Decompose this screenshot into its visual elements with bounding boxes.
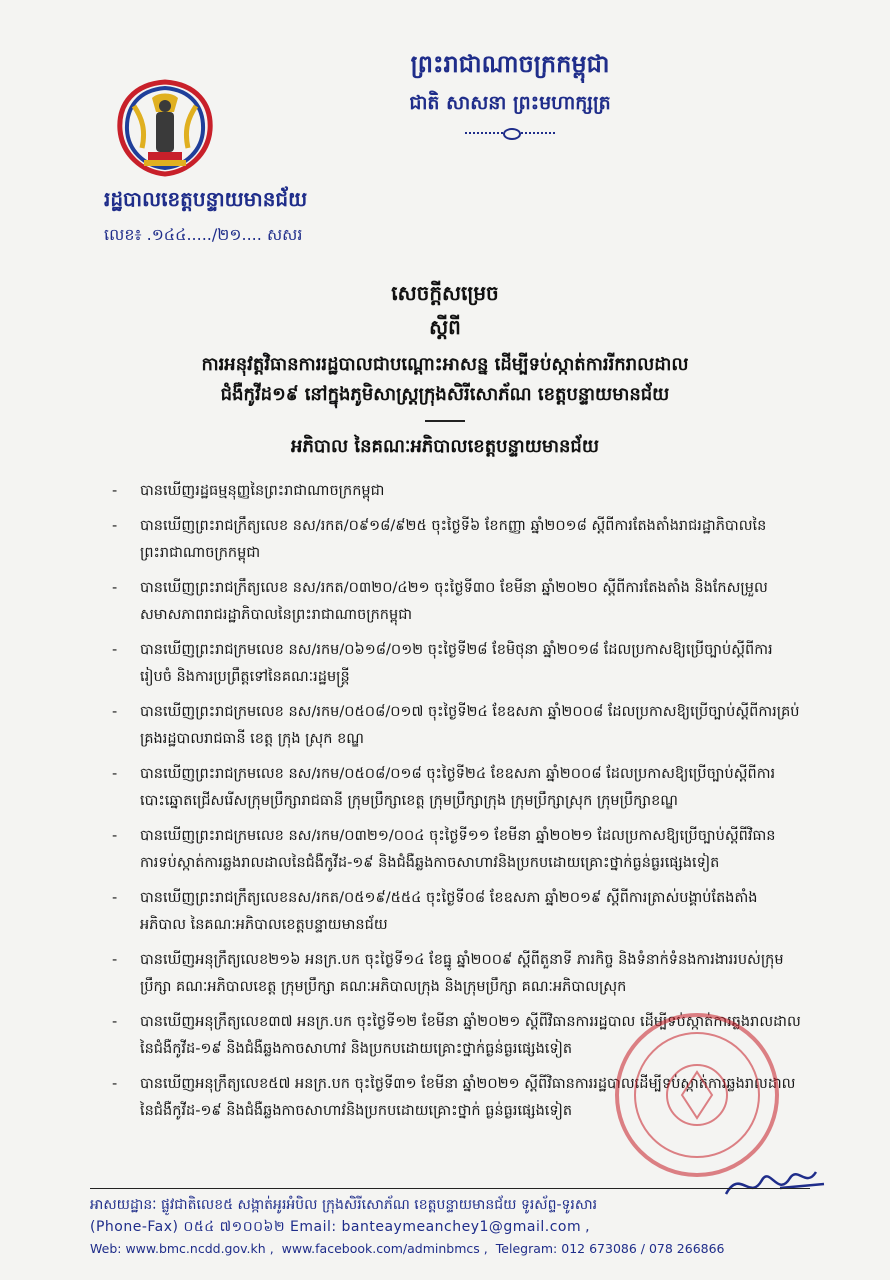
telegram-label: Telegram:: [495, 1241, 558, 1256]
list-item: - បានឃើញព្រះរាជក្រមលេខ នស/រកម/០៥០៨/០១៨ ចុះថ្ងៃទី២៤ ខែឧសភា ឆ្នាំ២០០៨ ដែលប្រកាសឱ្យប្រើច្បាប់ស្តីពីការបោះឆ្នោតជ្រើសរើសក្រុមប្រឹក្សារាជធានី ក្រុមប្រឹក្សាខេត្ត ក្រុមប្រឹក្សាក្រុង ក្រុមប្រឹក្សាស្រុក ក្រុមប្រឹក្សាខណ្ឌ: [112, 766, 776, 809]
ref-year: /២១: [211, 225, 242, 244]
telegram-number: 012 673086 / 078 266866: [561, 1241, 725, 1256]
list-item: - បានឃើញអនុក្រឹត្យលេខ៥៧ អនក្រ.បក ចុះថ្ងៃទី៣១ ខែមីនា ឆ្នាំ២០២១ ស្តីពីវិធានការរដ្ឋបាលដើម្បីទប់ស្កាត់ការឆ្លងរាលដាលនៃជំងឺកូវីដ-១៩ និងជំងឺឆ្លងកាចសាហាវនិងប្រកបដោយគ្រោះថ្នាក់ ធ្ងន់ធ្ងរផ្សេងទៀត: [112, 1076, 796, 1119]
authority-heading: អភិបាល នៃគណៈអភិបាលខេត្តបន្ទាយមានជ័យ: [291, 436, 599, 457]
list-item: - បានឃើញរដ្ឋធម្មនុញ្ញនៃព្រះរាជាណាចក្រកម្ពុជា: [112, 483, 385, 499]
phone-number: ០៥៤ ៧១០០៦២: [183, 1219, 286, 1235]
list-item: - បានឃើញព្រះរាជក្រមលេខ នស/រកម/០៥០៨/០១៧ ចុះថ្ងៃទី២៤ ខែឧសភា ឆ្នាំ២០០៨ ដែលប្រកាសឱ្យប្រើច្បាប់ស្តីពីការគ្រប់គ្រងរដ្ឋបាលរាជធានី ខេត្ត ក្រុង ស្រុក ខណ្ឌ: [112, 704, 800, 747]
address-text: ផ្លូវជាតិលេខ៥ សង្កាត់អូរអំបិល ក្រុងសិរីសោភ័ណ ខេត្តបន្ទាយមានជ័យ ទូរស័ព្ទ-ទូរសារ: [160, 1197, 598, 1213]
document-type: សេចក្តីសម្រេច: [391, 281, 499, 305]
ref-suffix: សសរ: [266, 225, 303, 244]
list-item: - បានឃើញព្រះរាជក្រឹត្យលេខ នស/រកត/០៣២០/៤២១ ចុះថ្ងៃទី៣០ ខែមីនា ឆ្នាំ២០២០ ស្តីពីការតែងតាំង និងកែសម្រួលសមាសភាពរាជរដ្ឋាភិបាលនៃព្រះរាជាណាចក្រកម្ពុជា: [112, 580, 768, 623]
email-label: Email:: [290, 1219, 337, 1235]
ornament-divider: [465, 128, 555, 138]
footer-phone-line: (Phone-Fax) ០៥៤ ៧១០០៦២ Email: banteaymeanchey1@gmail.com ,: [90, 1219, 591, 1235]
web-label: Web:: [90, 1241, 122, 1256]
issuing-authority: រដ្ឋបាលខេត្តបន្ទាយមានជ័យ: [104, 187, 308, 211]
title-divider: [425, 420, 465, 422]
list-item: - បានឃើញព្រះរាជក្រឹត្យលេខ នស/រកត/០៩១៨/៩២៥ ចុះថ្ងៃទី៦ ខែកញ្ញា ឆ្នាំ២០១៨ ស្តីពីការតែងតាំងរាជរដ្ឋាភិបាលនៃព្រះរាជាណាចក្រកម្ពុជា: [112, 518, 767, 561]
subject-line-1: ការអនុវត្តវិធានការរដ្ឋបាលជាបណ្តោះអាសន្ន ដើម្បីទប់ស្កាត់ការរីករាលដាល: [201, 354, 689, 375]
reference-number: លេខ៖ .១៤៤...../២១.... សសរ: [104, 225, 303, 244]
footer-contact: [90, 1194, 830, 1260]
footer-web-line: Web: www.bmc.ncdd.gov.kh , www.facebook.com/adminbmcs , Telegram: 012 673086 / 078 266866: [90, 1241, 725, 1256]
email-address[interactable]: banteaymeanchey1@gmail.com: [341, 1219, 582, 1235]
document-title-block: [60, 278, 830, 462]
nation-motto: ជាតិ សាសនា ព្រះមហាក្សត្រ: [409, 92, 611, 114]
list-item: - បានឃើញព្រះរាជក្រមលេខ នស/រកម/០៣២១/០០៤ ចុះថ្ងៃទី១១ ខែមីនា ឆ្នាំ២០២១ ដែលប្រកាសឱ្យប្រើច្បាប់ស្តីពីវិធានការទប់ស្កាត់ការឆ្លងរាលដាលនៃជំងឺកូវីដ-១៩ និងជំងឺឆ្លងកាចសាហាវនិងប្រកបដោយគ្រោះថ្នាក់ធ្ងន់ធ្ងរផ្សេងទៀត: [112, 828, 776, 871]
website-link[interactable]: www.bmc.ncdd.gov.kh: [125, 1241, 266, 1256]
address-label: អាសយដ្ឋានៈ: [90, 1197, 157, 1213]
list-item: - បានឃើញព្រះរាជក្រឹត្យលេខនស/រកត/០៥១៩/៥៥៤ ចុះថ្ងៃទី០៨ ខែឧសភា ឆ្នាំ២០១៩ ស្តីពីការត្រាស់បង្គាប់តែងតាំងអភិបាល នៃគណៈអភិបាលខេត្តបន្ទាយមានជ័យ: [112, 890, 758, 933]
footer-divider: [90, 1188, 810, 1189]
about-label: ស្តីពី: [429, 315, 461, 339]
footer-address-line: [90, 1194, 830, 1216]
kingdom-header: [300, 46, 720, 138]
subject-line-2: ជំងឺកូវីដ១៩ នៅក្នុងភូមិសាស្ត្រក្រុងសិរីសោភ័ណ ខេត្តបន្ទាយមានជ័យ: [220, 384, 670, 405]
list-item: - បានឃើញព្រះរាជក្រមលេខ នស/រកម/០៦១៨/០១២ ចុះថ្ងៃទី២៨ ខែមិថុនា ឆ្នាំ២០១៨ ដែលប្រកាសឱ្យប្រើច្បាប់ស្តីពីការរៀបចំ និងការប្រព្រឹត្តទៅនៃគណៈរដ្ឋមន្ត្រី: [112, 642, 773, 685]
list-item: - បានឃើញអនុក្រឹត្យលេខ២១៦ អនក្រ.បក ចុះថ្ងៃទី១៤ ខែធ្នូ ឆ្នាំ២០០៩ ស្តីពីតួនាទី ភារកិច្ច និងទំនាក់ទំនងការងាររបស់ក្រុមប្រឹក្សា គណៈអភិបាលខេត្ត ក្រុមប្រឹក្សា គណៈអភិបាលក្រុង និងក្រុមប្រឹក្សា គណៈអភិបាលស្រុក: [112, 952, 784, 995]
royal-emblem-icon: [112, 78, 218, 178]
list-item: - បានឃើញអនុក្រឹត្យលេខ៣៧ អនក្រ.បក ចុះថ្ងៃទី១២ ខែមីនា ឆ្នាំ២០២១ ស្តីពីវិធានការរដ្ឋបាល ដើម្បីទប់ស្កាត់ការឆ្លងរាលដាលនៃជំងឺកូវីដ-១៩ និងជំងឺឆ្លងកាចសាហាវ និងប្រកបដោយគ្រោះថ្នាក់ធ្ងន់ធ្ងរផ្សេងទៀត: [112, 1014, 801, 1057]
facebook-link[interactable]: www.facebook.com/adminbmcs: [281, 1241, 480, 1256]
ref-number: ១៤៤: [151, 225, 187, 244]
kingdom-title: ព្រះរាជាណាចក្រកម្ពុជា: [410, 50, 610, 78]
ref-prefix: លេខ៖: [104, 225, 142, 244]
phone-label: (Phone-Fax): [90, 1219, 179, 1235]
official-seal-icon: [612, 1010, 782, 1180]
